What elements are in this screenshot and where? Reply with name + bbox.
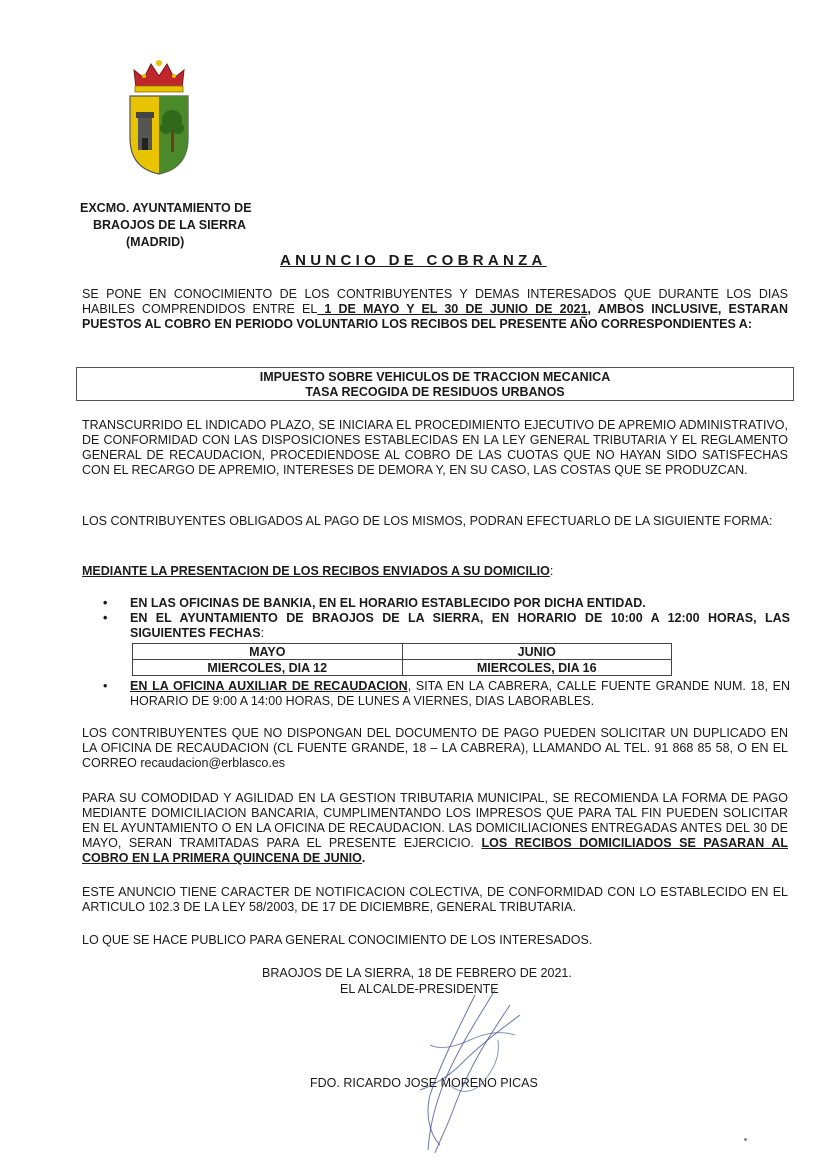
bullet-oficina-auxiliar-rest: , SITA EN LA CABRERA, CALLE FUENTE GRANDE NUM. 18, EN HORARIO DE 9:00 A 14:00 HORAS, DE LUNES A VIERNES, DIAS LABORABLES. bbox=[130, 679, 790, 708]
intro-before: SE PONE EN CONOCIMIENTO DE LOS CONTRIBUYENTES Y DEMAS INTERESADOS QUE DURANTE LOS DIAS HABILES COMPRENDIDOS ENTRE EL bbox=[82, 287, 788, 316]
method-heading-colon: : bbox=[549, 564, 554, 578]
payment-bullets-2 bbox=[100, 679, 790, 709]
bullet-oficina-auxiliar-link: EN LA OFICINA AUXILIAR DE RECAUDACION bbox=[130, 679, 408, 693]
notification-paragraph: ESTE ANUNCIO TIENE CARACTER DE NOTIFICACION COLECTIVA, DE CONFORMIDAD CON LO ESTABLECIDO EN EL ARTICULO 102.3 DE LA LEY 58/2003, DE 17 DE DICIEMBRE, GENERAL TRIBUTARIA. bbox=[82, 885, 788, 914]
coat-of-arms-icon bbox=[126, 58, 192, 176]
payment-form-paragraph: LOS CONTRIBUYENTES OBLIGADOS AL PAGO DE LOS MISMOS, PODRAN EFECTUARLO DE LA SIGUIENTE FORMA: bbox=[82, 514, 773, 528]
bullet-ayuntamiento bbox=[100, 611, 790, 641]
dates-header-mayo: MAYO bbox=[133, 644, 403, 660]
dates-header-junio: JUNIO bbox=[402, 644, 672, 660]
dates-table bbox=[132, 643, 672, 676]
org-line-2: BRAOJOS DE LA SIERRA bbox=[93, 218, 247, 232]
direct-debit-text: PARA SU COMODIDAD Y AGILIDAD EN LA GESTION TRIBUTARIA MUNICIPAL, SE RECOMIENDA LA FORMA DE PAGO MEDIANTE DOMICILIACION BANCARIA, CUMPLIMENTANDO LOS IMPRESOS QUE PARA TAL FIN PUEDEN SOLICITAR EN EL AYUNTAMIENTO O EN LA OFICINA DE RECAUDACION. LAS DOMICILIACIONES ENTREGADAS ANTES DEL 30 DE MAYO, SERAN TRAMITADAS PARA EL PRESENTE EJERCICIO. bbox=[82, 791, 788, 850]
direct-debit-end: . bbox=[361, 851, 366, 865]
intro-after: , AMBOS INCLUSIVE, ESTARAN PUESTOS AL COBRO EN PERIODO VOLUNTARIO LOS RECIBOS DEL PRESENTE AÑO CORRESPONDIENTES A: bbox=[82, 302, 788, 331]
direct-debit-bold: LOS RECIBOS DOMICILIADOS SE PASARAN AL COBRO EN LA PRIMERA QUINCENA DE JUNIO bbox=[82, 836, 788, 865]
bullet-oficina-auxiliar bbox=[100, 679, 790, 709]
duplicate-paragraph: LOS CONTRIBUYENTES QUE NO DISPONGAN DEL DOCUMENTO DE PAGO PUEDEN SOLICITAR UN DUPLICADO EN LA OFICINA DE RECAUDACION (CL FUENTE GRANDE, 18 – LA CABRERA), LLAMANDO AL TEL. 91 868 85 58, O EN EL CORREO recaudacion@erblasco.es bbox=[82, 726, 788, 770]
bullet-ayuntamiento-colon: : bbox=[260, 626, 265, 640]
org-line-3: (MADRID) bbox=[126, 235, 185, 249]
signature-name: FDO. RICARDO JOSE MORENO PICAS bbox=[310, 1076, 538, 1090]
bullet-ayuntamiento-text: EN EL AYUNTAMIENTO DE BRAOJOS DE LA SIERRA, EN HORARIO DE 10:00 A 12:00 HORAS, LAS SIGUIENTES FECHAS bbox=[130, 611, 790, 640]
tax-line-2: TASA RECOGIDA DE RESIDUOS URBANOS bbox=[305, 385, 565, 399]
dates-cell-junio: MIERCOLES, DIA 16 bbox=[402, 660, 672, 676]
handwritten-signature-icon bbox=[400, 985, 540, 1155]
page-title: ANUNCIO DE COBRANZA bbox=[280, 252, 547, 269]
organization-header bbox=[80, 200, 280, 251]
bullet-bankia: • EN LAS OFICINAS DE BANKIA, EN EL HORARIO ESTABLECIDO POR DICHA ENTIDAD. bbox=[100, 596, 790, 611]
payment-bullets bbox=[100, 596, 790, 641]
method-heading bbox=[82, 564, 788, 579]
public-paragraph: LO QUE SE HACE PUBLICO PARA GENERAL CONOCIMIENTO DE LOS INTERESADOS. bbox=[82, 933, 593, 947]
tax-line-1: IMPUESTO SOBRE VEHICULOS DE TRACCION MECANICA bbox=[259, 370, 611, 384]
dates-table-header-row bbox=[133, 644, 672, 660]
scan-speck bbox=[744, 1138, 747, 1141]
org-line-1: EXCMO. AYUNTAMIENTO DE bbox=[80, 201, 252, 215]
method-heading-text: MEDIANTE LA PRESENTACION DE LOS RECIBOS ENVIADOS A SU DOMICILIO bbox=[82, 564, 550, 578]
signature-role: EL ALCALDE-PRESIDENTE bbox=[340, 982, 499, 996]
taxes-box bbox=[76, 367, 794, 401]
apremio-paragraph: TRANSCURRIDO EL INDICADO PLAZO, SE INICIARA EL PROCEDIMIENTO EJECUTIVO DE APREMIO ADMINISTRATIVO, DE CONFORMIDAD CON LAS DISPOSICIONES ESTABLECIDAS EN LA LEY GENERAL TRIBUTARIA Y EL REGLAMENTO GENERAL DE RECAUDACION, PROCEDIENDOSE AL COBRO DE LAS CUOTAS QUE NO HAYAN SIDO SATISFECHAS CON EL RECARGO DE APREMIO, INTERESES DE DEMORA Y, EN SU CASO, LAS COSTAS QUE SE PRODUZCAN. bbox=[82, 418, 788, 477]
direct-debit-paragraph bbox=[82, 791, 788, 866]
intro-paragraph bbox=[82, 287, 788, 332]
signature-place-date: BRAOJOS DE LA SIERRA, 18 DE FEBRERO DE 2021. bbox=[262, 966, 572, 980]
intro-dates: 1 DE MAYO Y EL 30 DE JUNIO DE 2021 bbox=[317, 302, 588, 316]
dates-cell-mayo: MIERCOLES, DIA 12 bbox=[133, 660, 403, 676]
table-row bbox=[133, 660, 672, 676]
